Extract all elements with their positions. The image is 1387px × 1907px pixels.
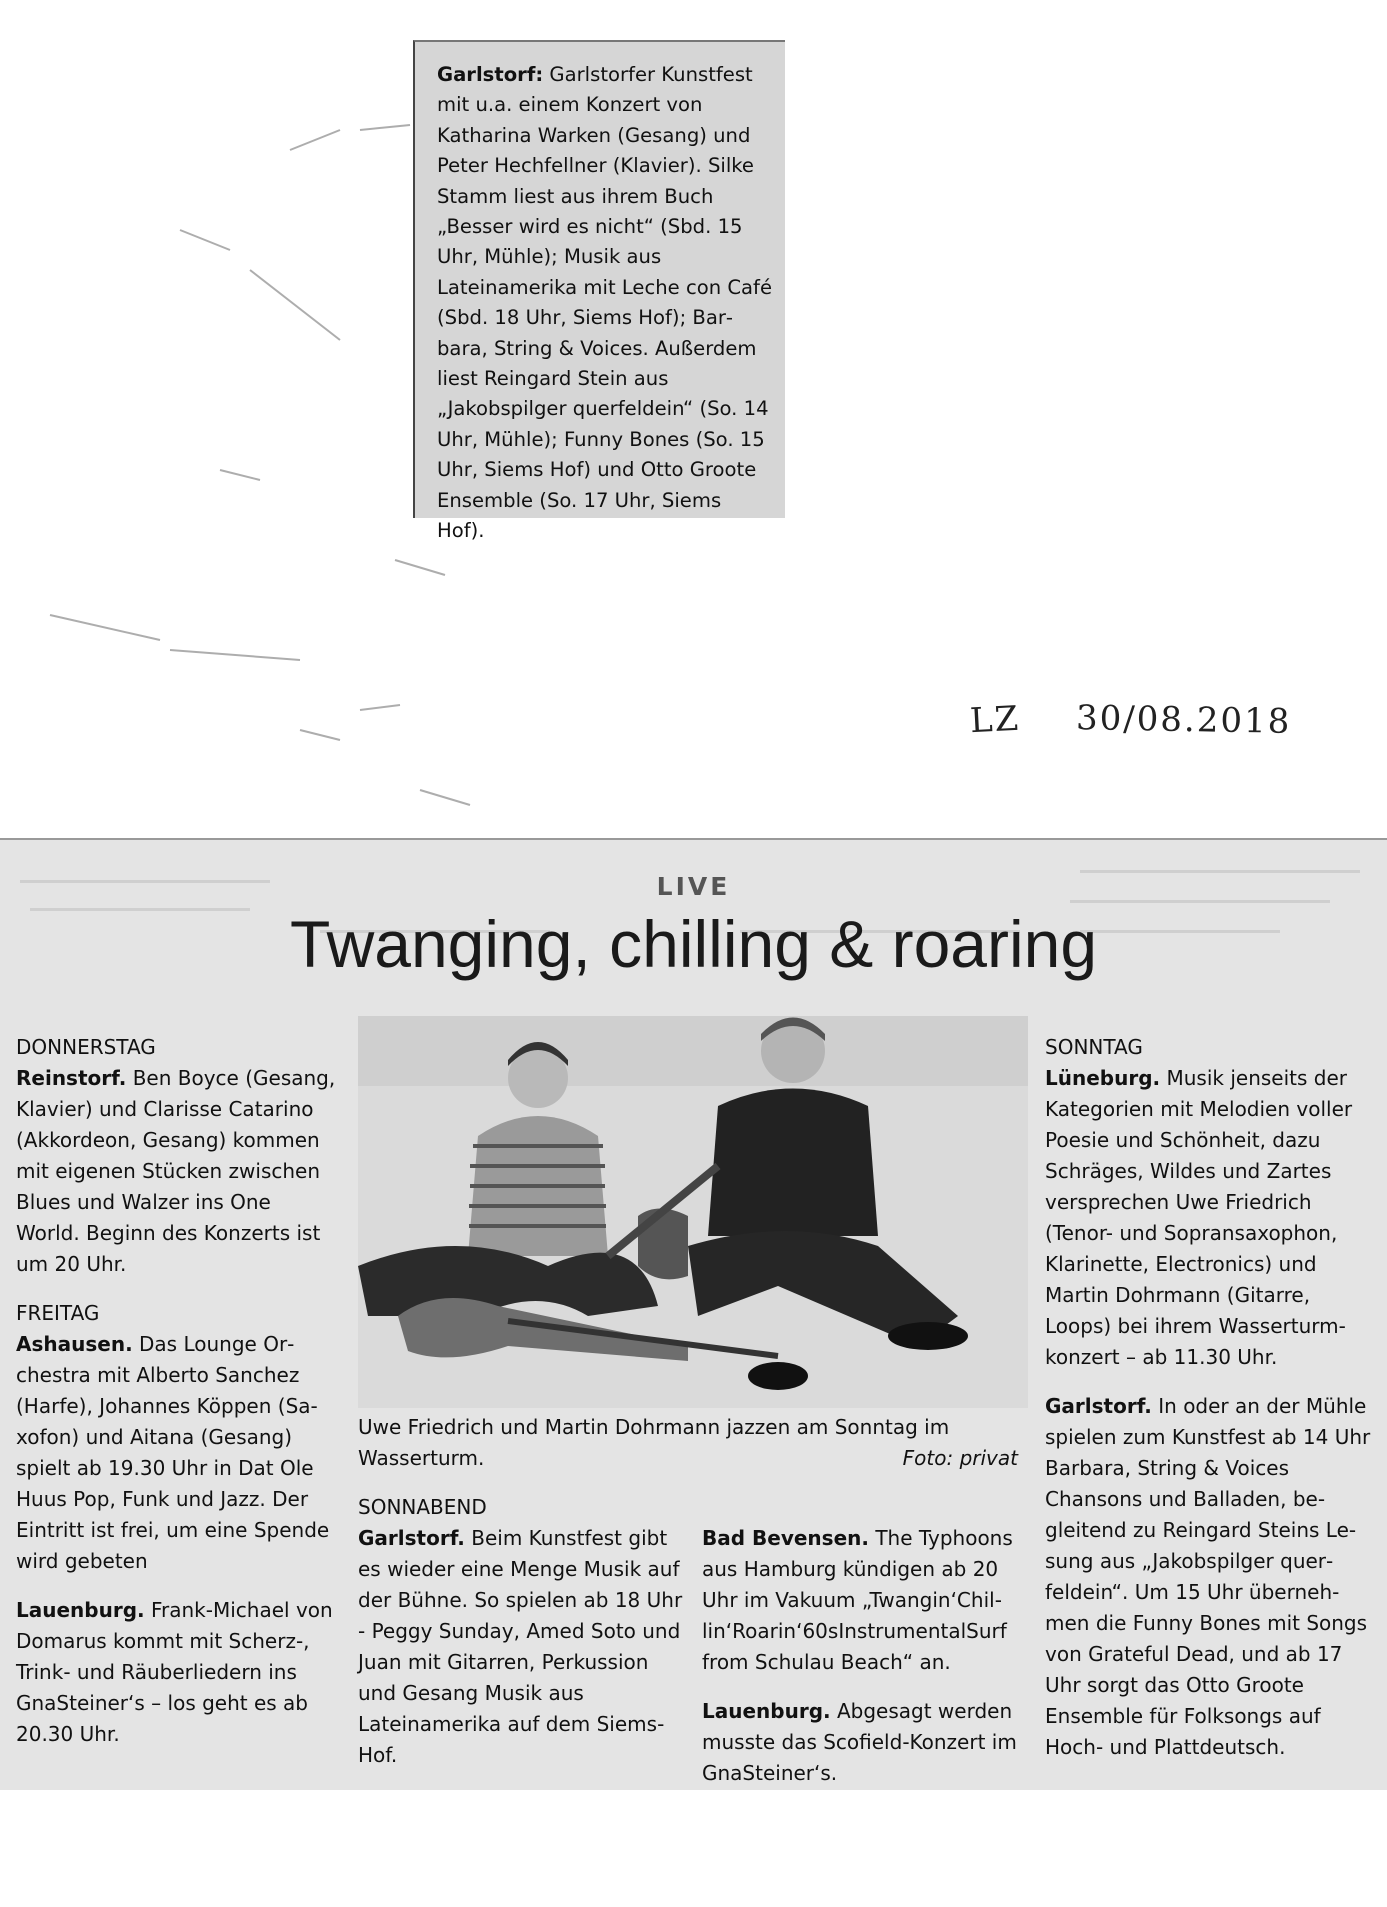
entry-text: Ben Boyce (Gesang, Klavier) und Clarisse Catarino (Akkordeon, Gesang) kommen mit eigenen Stücken zwischen Blues und Walzer ins One World. Beginn des Konzerts ist um 20 Uhr. — [16, 1066, 336, 1276]
day-heading-saturday: SONNABEND — [358, 1495, 487, 1519]
caption-text: Uwe Friedrich und Martin Dohrmann jazzen am Sonntag im Wasserturm. — [358, 1415, 950, 1470]
event-notice-place: Garlstorf: — [437, 63, 544, 86]
middle-column-1 — [358, 1492, 688, 1789]
entry-text: In oder an der Mühle spielen zum Kunstfest ab 14 Uhr Barbara, String & Voices Chansons und Balladen, begleitend zu Reingard Steins Lesung aus „Jakobspilger querfeldein“. Um 15 Uhr übernehmen die Funny Bones mit Songs von Grateful Dead, und ab 17 Uhr sorgt das Otto Groote Ensemble für Folksongs auf Hoch- und Plattdeutsch. — [1045, 1394, 1371, 1759]
place-garlstorf: Garlstorf. — [1045, 1394, 1152, 1418]
event-notice-body: Garlstorfer Kunstfest mit u.a. einem Konzert von Katharina Warken (Gesang) und Peter Hechfellner (Klavier). Silke Stamm liest aus ihrem Buch „Besser wird es nicht“ (Sbd. 15 Uhr, Mühle); Musik aus Lateinamerika mit Leche con Café (Sbd. 18 Uhr, Siems Hof); Barbara, String & Voices. Außerdem liest Reingard Stein aus „Jakobspilger querfeldein“ (So. 14 Uhr, Mühle); Funny Bones (So. 15 Uhr, Siems Hof) und Otto Groote Ensemble (So. 17 Uhr, Siems Hof). — [437, 63, 772, 543]
saturday-entry — [358, 1492, 688, 1771]
day-heading-sunday: SONNTAG — [1045, 1035, 1143, 1059]
lauenburg-entry — [16, 1595, 336, 1750]
article-photo — [358, 1016, 1028, 1408]
article-headline: Twanging, chilling & roaring — [289, 907, 1098, 981]
friday-entry — [16, 1298, 336, 1577]
day-heading-friday: FREITAG — [16, 1301, 100, 1325]
entry-text: Beim Kunstfest gibt es wieder eine Menge Musik auf der Bühne. So spielen ab 18 Uhr - Peggy Sunday, Amed Soto und Juan mit Gitarren, Perkussion und Gesang Musik aus Lateinamerika auf dem Siems-Hof. — [358, 1526, 683, 1767]
photo-caption — [358, 1412, 1018, 1474]
left-column — [16, 1032, 336, 1768]
entry-text: Frank-Michael von Domarus kommt mit Scherz-, Trink- und Räuberliedern ins GnaSteiner‘s – los geht es ab 20.30 Uhr. — [16, 1598, 333, 1746]
entry-text: Musik jenseits der Kategorien mit Melodien voller Poesie und Schönheit, dazu Schräges, Wildes und Zartes versprechen Uwe Friedrich (Tenor- und Sopransaxophon, Klarinette, Electronics) und Martin Dohrmann (Gitarre, Loops) bei ihrem Wasserturmkonzert – ab 11.30 Uhr. — [1045, 1066, 1353, 1369]
middle-column-2 — [702, 1492, 1032, 1807]
handwritten-date: 30/08.2018 — [1075, 698, 1292, 742]
place-garlstorf: Garlstorf. — [358, 1526, 465, 1550]
right-column — [1045, 1032, 1375, 1781]
article-kicker: LIVE — [656, 872, 731, 901]
place-reinstorf: Reinstorf. — [16, 1066, 127, 1090]
place-lauenburg: Lauenburg. — [702, 1699, 831, 1723]
day-heading-thursday: DONNERSTAG — [16, 1035, 156, 1059]
garlstorf-sunday-entry — [1045, 1391, 1375, 1763]
entry-text: Abgesagt werden musste das Scofield-Konzert im GnaSteiner‘s. — [702, 1699, 1017, 1785]
handwritten-newspaper-code: LZ — [968, 698, 1022, 742]
place-ashausen: Ashausen. — [16, 1332, 133, 1356]
place-lueneburg: Lüneburg. — [1045, 1066, 1161, 1090]
place-bad-bevensen: Bad Bevensen. — [702, 1526, 869, 1550]
place-lauenburg: Lauenburg. — [16, 1598, 145, 1622]
musicians-photo — [358, 1016, 1028, 1408]
photo-credit: Foto: privat — [902, 1446, 1018, 1470]
newspaper-article — [0, 838, 1387, 1790]
bad-bevensen-entry — [702, 1523, 1032, 1678]
entry-text: The Typhoons aus Hamburg kündigen ab 20 Uhr im Vakuum „Twangin‘Chillin‘Roarin‘60sInstrumentalSurf from Schulau Beach“ an. — [702, 1526, 1013, 1674]
entry-text: Das Lounge Orchestra mit Alberto Sanchez (Harfe), Johannes Köppen (Saxofon) und Aitana (Gesang) spielt ab 19.30 Uhr in Dat Ole Huus Pop, Funk und Jazz. Der Eintritt ist frei, um eine Spende wird gebeten — [16, 1332, 330, 1573]
lauenburg-cancel-entry — [702, 1696, 1032, 1789]
thursday-entry — [16, 1032, 336, 1280]
handwritten-source-note — [970, 700, 1330, 760]
sunday-entry — [1045, 1032, 1375, 1373]
